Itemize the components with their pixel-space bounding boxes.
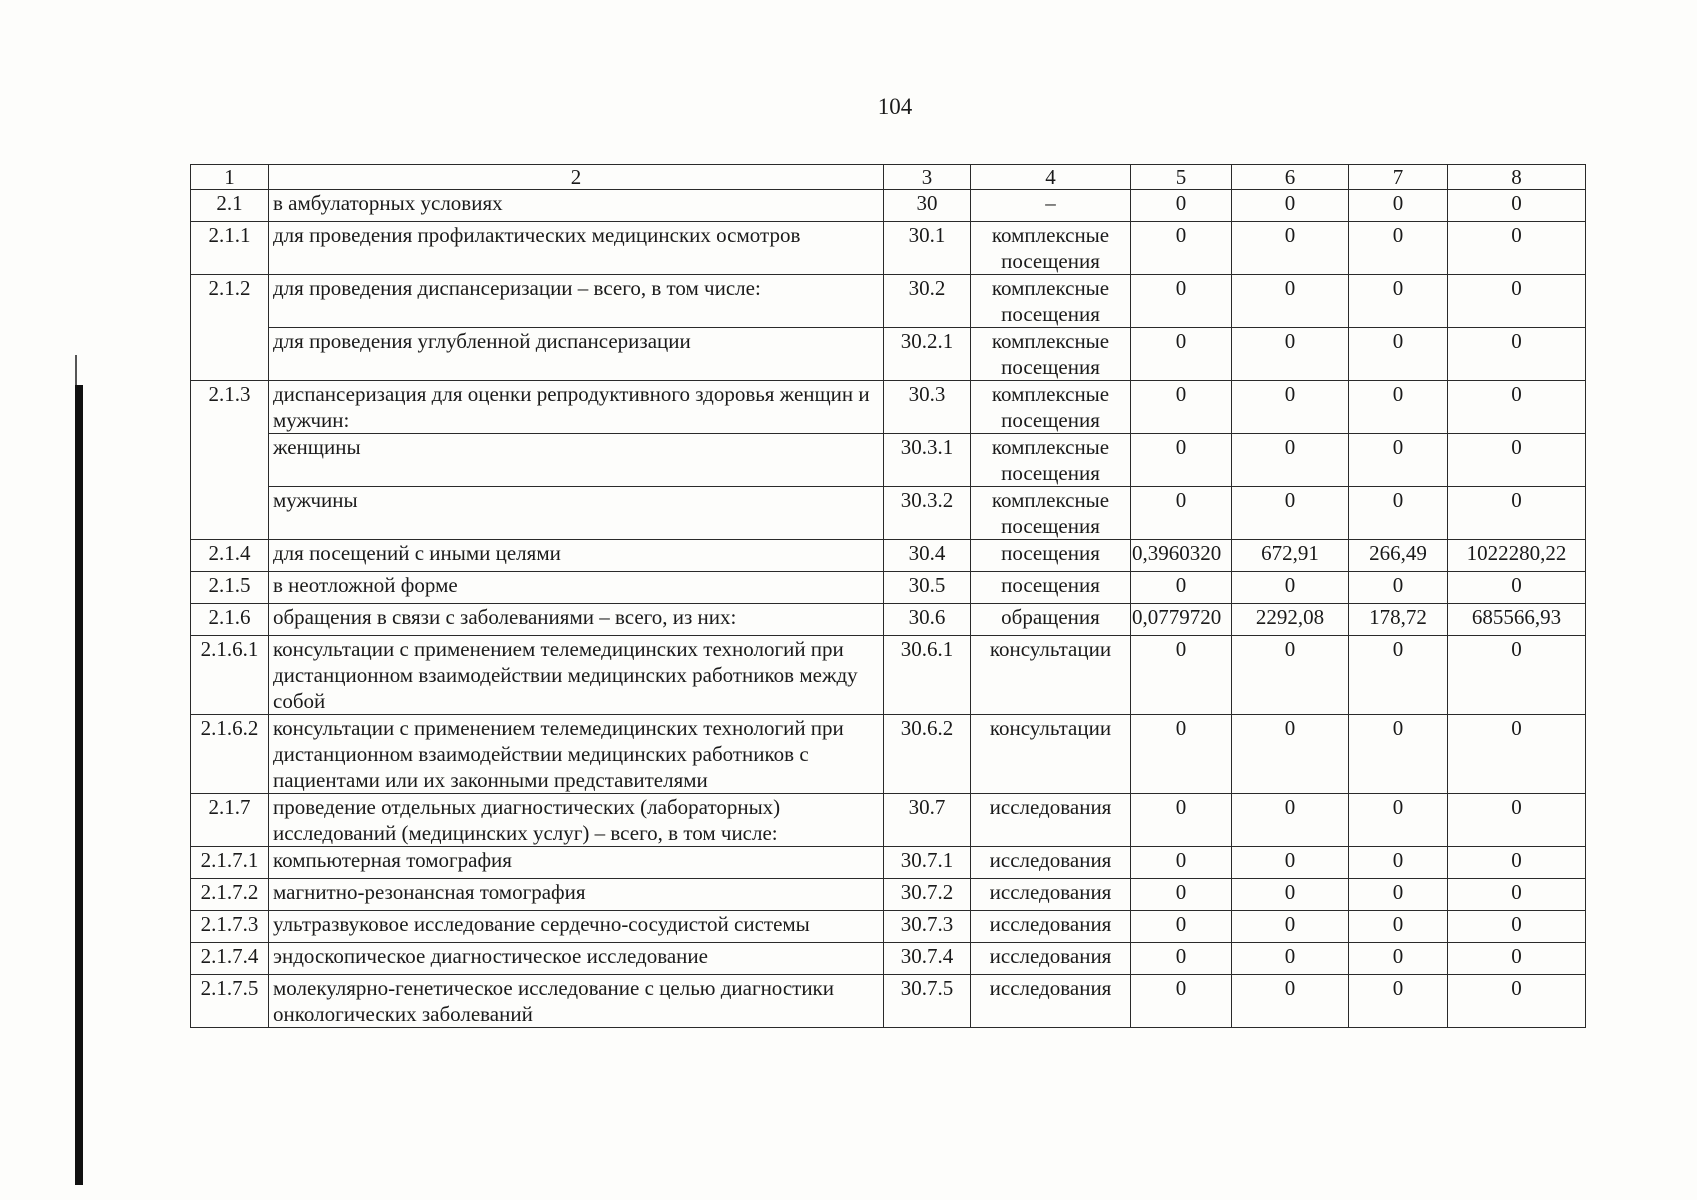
row-value-6: 0 [1232,328,1349,381]
row-value-6: 0 [1232,190,1349,222]
table-row [191,636,1586,715]
row-value-8: 0 [1448,275,1586,328]
column-number-row [191,165,1586,190]
row-value-6: 0 [1232,847,1349,879]
table-row [191,540,1586,572]
row-value-8: 0 [1448,911,1586,943]
row-number: 2.1.7.4 [191,943,269,975]
table-row [191,328,1586,381]
row-unit: комплексные посещения [971,434,1131,487]
row-value-5: 0 [1131,487,1232,540]
table-row [191,222,1586,275]
row-value-7: 0 [1349,190,1448,222]
row-unit: консультации [971,715,1131,794]
row-unit: комплексные посещения [971,381,1131,434]
row-value-7: 0 [1349,879,1448,911]
row-name: в амбулаторных условиях [269,190,884,222]
row-value-7: 0 [1349,572,1448,604]
row-code: 30.3 [884,381,971,434]
table-row [191,847,1586,879]
row-value-7: 0 [1349,434,1448,487]
row-value-5: 0 [1131,381,1232,434]
table-row [191,911,1586,943]
row-number: 2.1.7.5 [191,975,269,1028]
row-code: 30.7.2 [884,879,971,911]
row-value-7: 0 [1349,222,1448,275]
row-value-8: 0 [1448,572,1586,604]
row-unit: исследования [971,879,1131,911]
row-code: 30.7.5 [884,975,971,1028]
table-row [191,604,1586,636]
row-value-8: 0 [1448,636,1586,715]
row-name: ультразвуковое исследование сердечно-сосудистой системы [269,911,884,943]
row-value-5: 0 [1131,190,1232,222]
row-code: 30.2 [884,275,971,328]
row-code: 30.3.1 [884,434,971,487]
row-number: 2.1.4 [191,540,269,572]
row-value-8: 1022280,22 [1448,540,1586,572]
row-name: эндоскопическое диагностическое исследование [269,943,884,975]
table-row [191,943,1586,975]
row-number: 2.1.6.2 [191,715,269,794]
row-value-8: 0 [1448,434,1586,487]
row-value-7: 0 [1349,975,1448,1028]
row-name: обращения в связи с заболеваниями – всего, из них: [269,604,884,636]
row-code: 30.5 [884,572,971,604]
row-value-8: 0 [1448,190,1586,222]
row-code: 30.3.2 [884,487,971,540]
row-value-7: 0 [1349,794,1448,847]
row-value-7: 0 [1349,275,1448,328]
column-header: 8 [1448,165,1586,190]
table-row [191,434,1586,487]
row-code: 30.1 [884,222,971,275]
row-value-8: 0 [1448,794,1586,847]
table-row [191,715,1586,794]
table-row [191,572,1586,604]
row-name: консультации с применением телемедицинских технологий при дистанционном взаимодействии медицинских работников с пациентами или их законными представителями [269,715,884,794]
row-value-7: 178,72 [1349,604,1448,636]
column-header: 7 [1349,165,1448,190]
row-value-8: 685566,93 [1448,604,1586,636]
row-name: молекулярно-генетическое исследование с целью диагностики онкологических заболеваний [269,975,884,1028]
row-unit: исследования [971,943,1131,975]
row-value-8: 0 [1448,715,1586,794]
table-row [191,381,1586,434]
row-code: 30.7.4 [884,943,971,975]
row-number: 2.1.7 [191,794,269,847]
row-name: для проведения углубленной диспансеризации [269,328,884,381]
row-value-5: 0 [1131,879,1232,911]
row-value-5: 0 [1131,636,1232,715]
row-value-5: 0 [1131,222,1232,275]
table-row [191,275,1586,328]
column-header: 1 [191,165,269,190]
row-unit: обращения [971,604,1131,636]
row-value-8: 0 [1448,847,1586,879]
column-header: 6 [1232,165,1349,190]
row-code: 30.7.1 [884,847,971,879]
row-value-5: 0,0779720 [1131,604,1232,636]
row-code: 30.7.3 [884,911,971,943]
row-value-5: 0 [1131,943,1232,975]
row-name: для проведения профилактических медицинских осмотров [269,222,884,275]
row-value-6: 0 [1232,975,1349,1028]
column-header: 5 [1131,165,1232,190]
row-code: 30 [884,190,971,222]
row-unit: консультации [971,636,1131,715]
row-name: для посещений с иными целями [269,540,884,572]
data-table [190,164,1586,1028]
row-number: 2.1.6.1 [191,636,269,715]
row-number: 2.1.1 [191,222,269,275]
row-value-8: 0 [1448,222,1586,275]
row-number: 2.1.6 [191,604,269,636]
row-value-6: 0 [1232,572,1349,604]
row-code: 30.2.1 [884,328,971,381]
table-row [191,879,1586,911]
table-row [191,794,1586,847]
row-value-5: 0 [1131,975,1232,1028]
row-value-6: 0 [1232,487,1349,540]
page-number: 104 [877,94,913,119]
row-value-5: 0 [1131,847,1232,879]
row-value-5: 0 [1131,328,1232,381]
row-unit: посещения [971,572,1131,604]
row-value-7: 0 [1349,487,1448,540]
row-value-5: 0 [1131,794,1232,847]
row-name: проведение отдельных диагностических (лабораторных) исследований (медицинских услуг) – всего, в том числе: [269,794,884,847]
row-name: консультации с применением телемедицинских технологий при дистанционном взаимодействии медицинских работников между собой [269,636,884,715]
row-value-7: 0 [1349,636,1448,715]
row-value-6: 0 [1232,222,1349,275]
row-value-6: 0 [1232,879,1349,911]
row-name: в неотложной форме [269,572,884,604]
column-header: 3 [884,165,971,190]
column-header: 2 [269,165,884,190]
row-value-5: 0,3960320 [1131,540,1232,572]
row-value-6: 2292,08 [1232,604,1349,636]
table-row [191,487,1586,540]
row-value-5: 0 [1131,434,1232,487]
row-code: 30.6 [884,604,971,636]
row-value-8: 0 [1448,381,1586,434]
row-value-8: 0 [1448,328,1586,381]
row-number: 2.1 [191,190,269,222]
row-value-6: 0 [1232,275,1349,328]
row-number: 2.1.5 [191,572,269,604]
row-unit: – [971,190,1131,222]
row-value-6: 0 [1232,715,1349,794]
row-unit: исследования [971,911,1131,943]
table-row [191,190,1586,222]
row-unit: комплексные посещения [971,222,1131,275]
row-value-7: 0 [1349,328,1448,381]
row-code: 30.7 [884,794,971,847]
row-code: 30.6.1 [884,636,971,715]
row-name: женщины [269,434,884,487]
scan-edge-bar [75,385,83,1185]
table-body [191,165,1586,1028]
row-unit: комплексные посещения [971,275,1131,328]
row-unit: комплексные посещения [971,328,1131,381]
row-unit: исследования [971,975,1131,1028]
row-value-7: 0 [1349,847,1448,879]
row-number: 2.1.2 [191,275,269,381]
row-value-7: 0 [1349,381,1448,434]
row-value-8: 0 [1448,879,1586,911]
row-value-8: 0 [1448,943,1586,975]
row-value-8: 0 [1448,487,1586,540]
table-row [191,975,1586,1028]
row-value-5: 0 [1131,911,1232,943]
row-value-7: 0 [1349,911,1448,943]
row-name: компьютерная томография [269,847,884,879]
row-value-6: 0 [1232,381,1349,434]
row-name: магнитно-резонансная томография [269,879,884,911]
row-unit: посещения [971,540,1131,572]
row-value-7: 0 [1349,943,1448,975]
row-name: мужчины [269,487,884,540]
row-value-8: 0 [1448,975,1586,1028]
row-number: 2.1.3 [191,381,269,540]
row-number: 2.1.7.3 [191,911,269,943]
row-value-5: 0 [1131,715,1232,794]
row-value-7: 266,49 [1349,540,1448,572]
row-unit: исследования [971,794,1131,847]
row-value-6: 0 [1232,794,1349,847]
row-value-7: 0 [1349,715,1448,794]
row-value-6: 0 [1232,434,1349,487]
column-header: 4 [971,165,1131,190]
row-unit: комплексные посещения [971,487,1131,540]
row-name: диспансеризация для оценки репродуктивного здоровья женщин и мужчин: [269,381,884,434]
row-value-6: 672,91 [1232,540,1349,572]
row-value-5: 0 [1131,275,1232,328]
scan-edge-mark [75,355,77,385]
row-value-5: 0 [1131,572,1232,604]
row-unit: исследования [971,847,1131,879]
row-value-6: 0 [1232,636,1349,715]
row-name: для проведения диспансеризации – всего, в том числе: [269,275,884,328]
row-number: 2.1.7.1 [191,847,269,879]
row-number: 2.1.7.2 [191,879,269,911]
row-code: 30.6.2 [884,715,971,794]
row-value-6: 0 [1232,911,1349,943]
row-value-6: 0 [1232,943,1349,975]
row-code: 30.4 [884,540,971,572]
